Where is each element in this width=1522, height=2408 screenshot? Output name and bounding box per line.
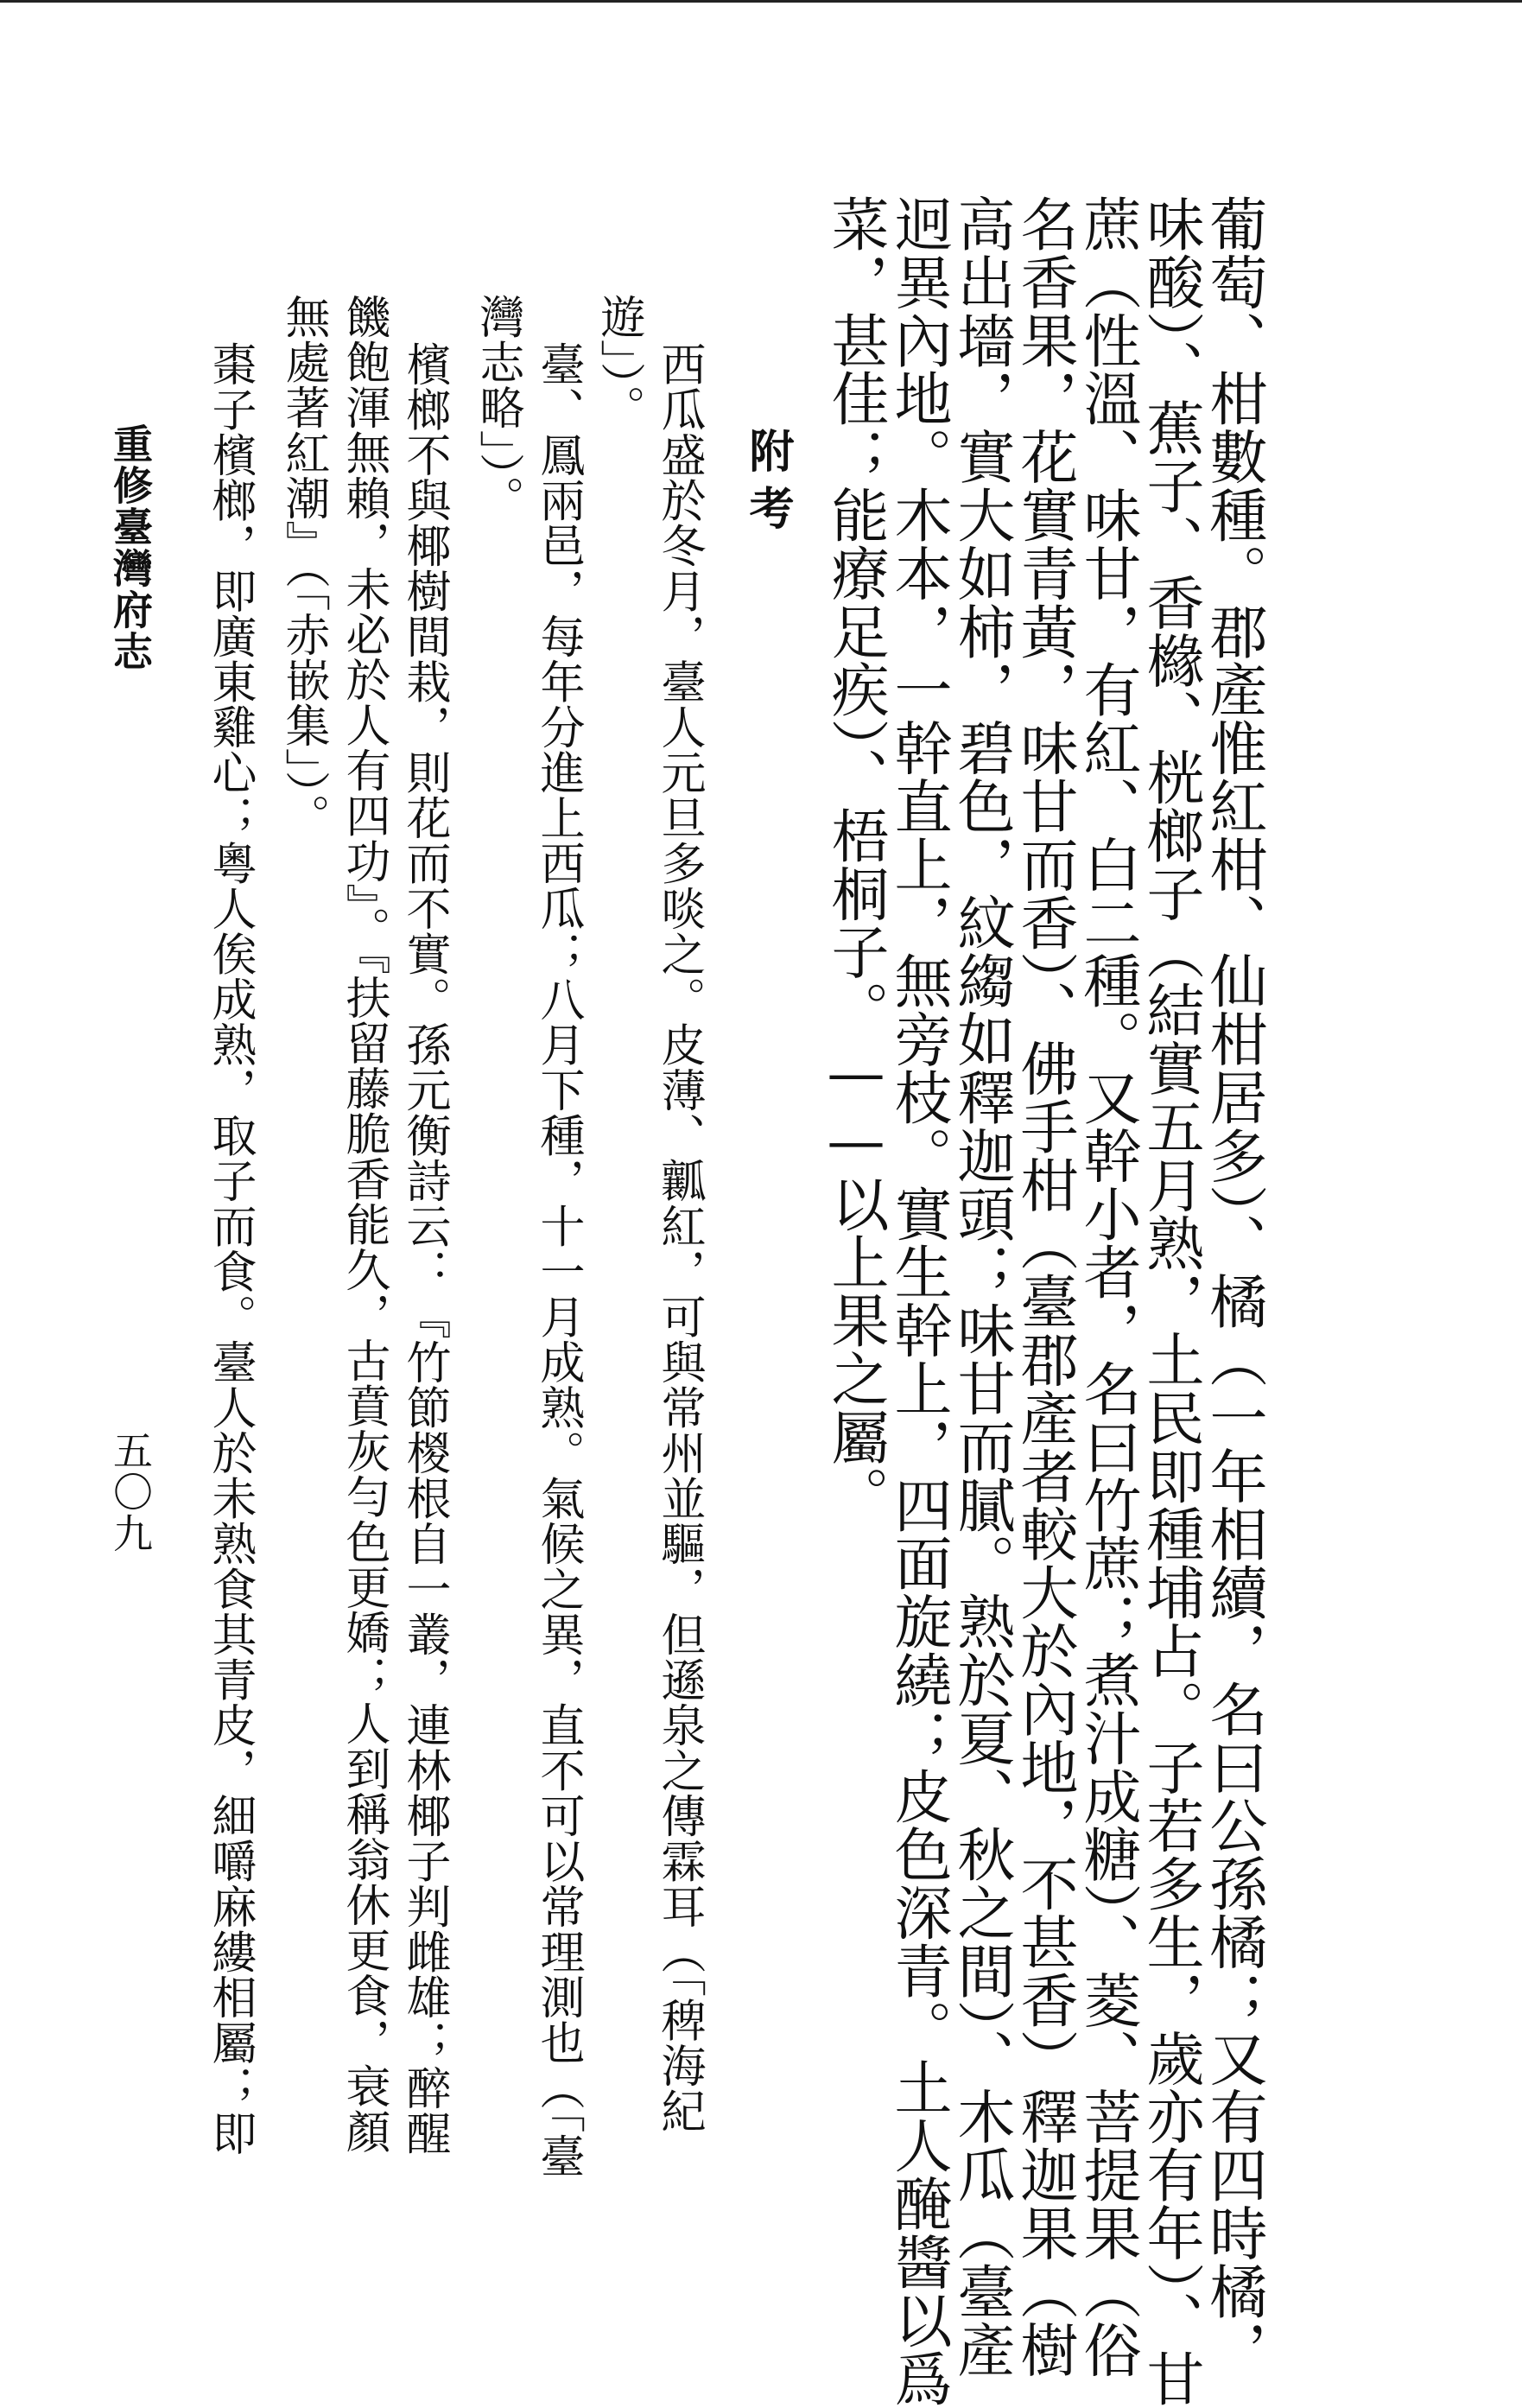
appendix-paragraph-line: 遊」）。 — [593, 294, 644, 430]
appendix-paragraph-line: 饑飽渾無賴，未必於人有四功』。『扶留藤脆香能久，古賁灰勻色更嬌；人到稱翁休更食，衰顏 — [338, 294, 390, 2154]
top-border-line — [0, 0, 1522, 3]
appendix-paragraph-line: 棗子檳榔，即廣東雞心；粵人俟成熟，取子而食。臺人於未熟食其青皮，細嚼麻縷相屬；即 — [204, 341, 256, 2156]
main-text-column-3: 蔗（性溫、味甘，有紅、白二種。又幹小者，名曰竹蔗；煮汁成糖）、菱、菩提果（俗 — [1075, 194, 1142, 2379]
appendix-paragraph-line: 臺、鳳兩邑，每年分進上西瓜；八月下種，十一月成熟。氣候之異，直不可以常理測也（「臺 — [532, 341, 584, 2179]
appendix-heading: 附考 — [741, 428, 794, 542]
appendix-paragraph-line: 灣志略」）。 — [472, 294, 523, 521]
main-text-column-7: 菜，甚佳；能療足疾）、梧桐子。——以上果之屬。 — [822, 194, 890, 1524]
main-text-column-6: 迥異內地。木本，一幹直上，無旁枝。實生幹上，四面旋繞；皮色深青。土人醃醬以爲 — [885, 194, 953, 2408]
main-text-column-2: 味酸）、蕉子、香櫞、桄榔子（結實五月熟，土民即種埔占。子若多生，歲亦有年）、甘 — [1138, 194, 1205, 2408]
appendix-paragraph-line: 檳榔不與椰樹間栽，則花而不實。孫元衡詩云：『竹節椶根自一叢，連林椰子判雌雄；醉醒 — [398, 341, 450, 2156]
main-text-column-5: 高出墻，實大如柿，碧色，紋縐如釋迦頭；味甘而膩。熟於夏、秋之間）、木瓜（臺產 — [948, 194, 1016, 2379]
running-title: 重修臺灣府志 — [107, 423, 154, 672]
page-number: 五〇九 — [107, 1430, 154, 1554]
appendix-paragraph-line: 西瓜盛於冬月，臺人元旦多啖之。皮薄、瓤紅，可與常州並驅，但遜泉之傳霖耳（「稗海紀 — [653, 341, 705, 2133]
main-text-column-4: 名香果，花實青黃，味甘而香）、佛手柑（臺郡產者較大於內地，不甚香）釋迦果（樹 — [1011, 194, 1079, 2379]
main-text-column-1: 葡萄、柑數種。郡產惟紅柑、仙柑居多）、橘（一年相續，名曰公孫橘；又有四時橘， — [1201, 194, 1268, 2379]
appendix-paragraph-line: 無處著紅潮』（「赤嵌集」）。 — [277, 294, 329, 839]
